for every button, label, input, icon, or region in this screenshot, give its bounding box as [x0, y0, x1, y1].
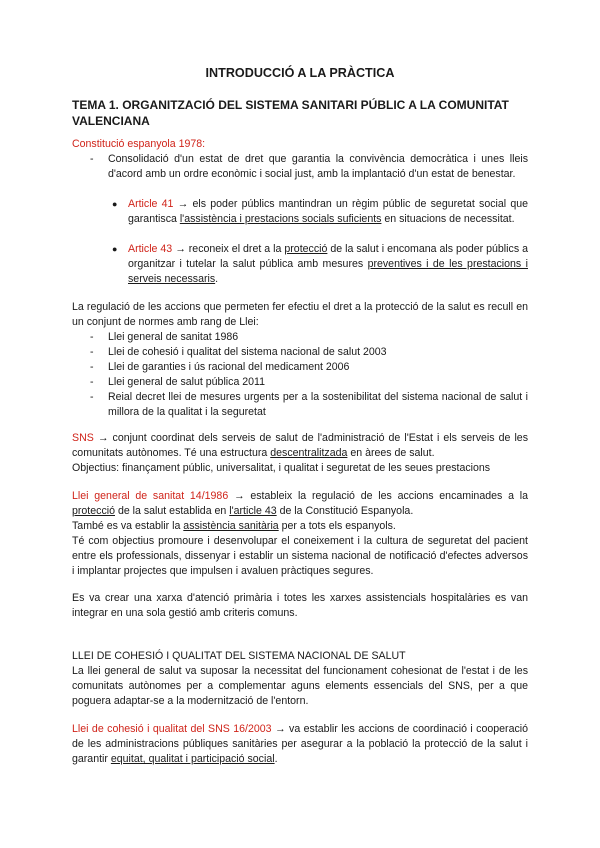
tema-heading: TEMA 1. ORGANITZACIÓ DEL SISTEMA SANITARI PÚBLIC A LA COMUNITAT VALENCIANA — [72, 98, 509, 128]
bullet-marker: ● — [112, 199, 118, 209]
cohesio-underlined: equitat, qualitat i participació social — [110, 753, 275, 765]
sns-text-a: conjunt coordinat dels serveis de salut de l'administració de l'Estat i els serveis de les comunitats autònomes. Té una estructura — [72, 432, 528, 459]
page-title: INTRODUCCIÓ A LA PRÀCTICA — [205, 66, 395, 80]
arrow: → — [173, 198, 193, 210]
article-43-label: Article 43 — [128, 243, 173, 255]
dash-marker: - — [90, 376, 94, 388]
article-43-text-a: reconeix el dret a la — [188, 243, 285, 255]
cohesio-text-b: . — [274, 753, 278, 765]
sns-underlined: descentralitzada — [270, 447, 348, 459]
cohesio-text-a: va establir les accions de coordinació i cooperació de les administracions públiques sanitàries per asegurar a la població la protecció de la salut i garantir — [72, 723, 529, 765]
dash-marker: - — [90, 361, 94, 373]
llei-list-text: Llei general de sanitat 1986 — [108, 331, 239, 343]
constitucio-heading: Constitució espanyola 1978: — [72, 138, 206, 150]
article-41-label: Article 41 — [128, 198, 174, 210]
llei-general-text-a: estableix la regulació de les accions encaminades a la — [250, 490, 528, 502]
article-43-text — [128, 242, 528, 287]
article-43-underlined-1: protecció — [284, 243, 328, 255]
sns-objectius: Objectius: finançament públic, universalitat, i qualitat i seguretat de les seues prestacions — [72, 462, 491, 474]
sns-text-b: en àrees de salut. — [347, 447, 435, 459]
article-41-text — [128, 197, 528, 227]
dash-marker: - — [90, 346, 94, 358]
llei-list-text: Llei general de salut pública 2011 — [108, 376, 266, 388]
llei-general-underlined-1: protecció — [72, 505, 115, 517]
sns-paragraph — [72, 431, 528, 461]
article-41-text-b: en situacions de necessitat. — [381, 213, 515, 225]
article-41-bullet — [112, 197, 528, 227]
arrow: → — [271, 723, 290, 735]
xarxa-paragraph: Es va crear una xarxa d'atenció primària i totes les xarxes assistencials hospitalàries es van integrar en una sola gestió amb criteris comuns. — [72, 592, 528, 619]
article-41-underlined: l'assistència i prestacions socials suficients — [179, 213, 382, 225]
arrow: → — [93, 432, 113, 444]
cohesio-heading: LLEI DE COHESIÓ I QUALITAT DEL SISTEMA NACIONAL DE SALUT — [72, 650, 406, 662]
sns-label: SNS — [72, 432, 94, 444]
article-41-text-a: els poder públics mantindran un règim públic de seguretat social que garantisca — [128, 198, 528, 225]
llei-general-text-b: de la salut establida en — [115, 505, 230, 517]
line2-underlined: assistència sanitària — [183, 520, 279, 532]
llei-general-paragraph — [72, 489, 528, 519]
llei-general-text-c: de la Constitució Espanyola. — [276, 505, 414, 517]
cohesio-llei-label: Llei de cohesió i qualitat del SNS 16/2003 — [72, 723, 272, 735]
line2-text-b: per a tots els espanyols. — [278, 520, 396, 532]
article-43-text-c: . — [215, 273, 219, 285]
cohesio-paragraph: La llei general de salut va suposar la necessitat del funcionament cohesionat de l'estat i de les comunitats autònomes per a complementar aguns elements essencials del SNS, per a que poguera adaptar-se a la modernització de l'entorn. — [72, 665, 528, 707]
arrow: → — [228, 490, 251, 502]
llei-general-underlined-2: l'article 43 — [229, 505, 277, 517]
llei-general-label: Llei general de sanitat 14/1986 — [72, 490, 229, 502]
llei-list-text: Llei de cohesió i qualitat del sistema nacional de salut 2003 — [108, 346, 387, 358]
dash-marker: - — [90, 153, 94, 165]
dash-marker: - — [90, 391, 94, 403]
article-43-underlined-2: preventives i de les prestacions i serveis necessaris — [128, 258, 528, 285]
constitucio-dash-text: Consolidació d'un estat de dret que garantia la convivència democràtica i unes lleis d'acord amb un ordre econòmic i social just, amb la implantació d'un estat de benestar. — [108, 153, 528, 180]
arrow: → — [172, 243, 189, 255]
llei-general-line2 — [72, 519, 528, 534]
regulacio-intro: La regulació de les accions que permeten fer efectiu el dret a la protecció de la salut es recull en un conjunt de normes amb rang de Llei: — [72, 301, 528, 328]
bullet-marker: ● — [112, 244, 118, 254]
dash-marker: - — [90, 331, 94, 343]
llei-list-text: Llei de garanties i ús racional del medicament 2006 — [108, 361, 350, 373]
llei-general-objectiu: Té com objectius promoure i desenvolupar el coneixement i la cultura de seguretat del pacient entre els professionals, dissenyar i establir un sistema nacional de notificació d'efectes adversos i implantar projectes que impulsen i avaluen pràctiques segures. — [72, 535, 528, 577]
article-43-text-b: de la salut i encomana als poder públics a organitzar i tutelar la salut pública amb mesures — [128, 243, 528, 270]
llei-list-text: Reial decret llei de mesures urgents per a la sostenibilitat del sistema nacional de salut i millora de la qualitat i la seguretat — [108, 391, 528, 418]
cohesio-llei-paragraph — [72, 722, 528, 767]
article-43-bullet — [112, 242, 528, 287]
line2-text-a: També es va establir la — [72, 520, 184, 532]
